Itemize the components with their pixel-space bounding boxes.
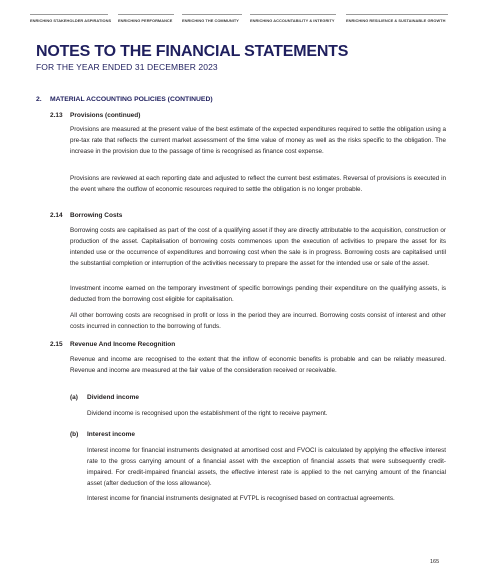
paragraph: Borrowing costs are capitalised as part of the cost of a qualifying asset if they are directly attributable to the acquisition, construction or production of the asset. Capitalisation of borrowing costs commences upon the execution of activities to prepare the asset for its intended use or the occurrence of expenditures and borrowing cost when the sale is in progress. Borrowing costs are capitalised until the substantial completion or interruption of the activities necessary to prepare the asset for the intended use or sale of the asset. bbox=[70, 227, 446, 267]
section-number: 2. bbox=[36, 96, 42, 103]
subsection-number: 2.14 bbox=[50, 212, 63, 219]
item-title: Interest income bbox=[87, 431, 136, 438]
subsection-number: 2.13 bbox=[50, 112, 63, 119]
page-number: 165 bbox=[430, 559, 440, 565]
section-title: MATERIAL ACCOUNTING POLICIES (CONTINUED) bbox=[50, 96, 213, 103]
item-title: Dividend income bbox=[87, 394, 140, 401]
paragraph: Revenue and income are recognised to the extent that the inflow of economic benefits is probable and can be reliably measured. Revenue and income are measured at the fair value of the consideration received or receivable. bbox=[70, 356, 446, 374]
paragraph: Interest income for financial instruments designated at FVTPL is recognised based on contractual agreements. bbox=[87, 495, 395, 502]
nav-label: ENRICHING PERFORMANCE bbox=[118, 18, 173, 23]
paragraph: Provisions are reviewed at each reporting date and adjusted to reflect the current best estimates. Reversal of provisions is executed in the event where the outflow of economic resources required to settle the obligation is no longer probable. bbox=[70, 175, 446, 193]
header-nav bbox=[30, 14, 450, 30]
paragraph: Dividend income is recognised upon the establishment of the right to receive payment. bbox=[87, 410, 328, 417]
item-letter: (a) bbox=[70, 394, 78, 401]
nav-rule bbox=[182, 14, 242, 15]
subsection-title: Provisions (continued) bbox=[70, 112, 141, 119]
nav-rule bbox=[346, 14, 448, 15]
paragraph: Investment income earned on the temporary investment of specific borrowings pending their expenditure on the qualifying assets, is deducted from the borrowing cost eligible for capitalisation. bbox=[70, 285, 446, 303]
paragraph: All other borrowing costs are recognised in profit or loss in the period they are incurred. Borrowing costs consist of interest and other costs incurred in connection to the borrowing of funds. bbox=[70, 312, 446, 330]
nav-label: ENRICHING ACCOUNTABILITY & INTEGRITY bbox=[250, 18, 335, 23]
nav-label: ENRICHING STAKEHOLDER ASPIRATIONS bbox=[30, 18, 112, 23]
subsection-number: 2.15 bbox=[50, 341, 63, 348]
nav-rule bbox=[250, 14, 336, 15]
nav-rule bbox=[30, 14, 108, 15]
paragraph: Interest income for financial instruments designated at amortised cost and FVOCI is calculated by applying the effective interest rate to the gross carrying amount of a financial asset with the exception of financial assets that were subsequently credit-impaired. For credit-impaired financial assets, the effective interest rate is applied to the net carrying amount of the financial asset (after deduction of the loss allowance). bbox=[87, 447, 446, 487]
page-title: NOTES TO THE FINANCIAL STATEMENTS bbox=[36, 43, 349, 60]
item-letter: (b) bbox=[70, 431, 79, 438]
paragraph: Provisions are measured at the present value of the best estimate of the expected expenditures required to settle the obligation using a pre-tax rate that reflects the current market assessment of the time value of money as well as the risks specific to the obligation. The increase in the provision due to the passage of time is recognised as finance cost expense. bbox=[70, 126, 446, 155]
nav-rule bbox=[118, 14, 174, 15]
page-subtitle: FOR THE YEAR ENDED 31 DECEMBER 2023 bbox=[36, 62, 218, 72]
nav-label: ENRICHING RESILIENCE & SUSTAINABLE GROWTH bbox=[346, 18, 446, 23]
subsection-title: Revenue And Income Recognition bbox=[70, 341, 176, 348]
nav-label: ENRICHING THE COMMUNITY bbox=[182, 18, 239, 23]
subsection-title: Borrowing Costs bbox=[70, 212, 123, 219]
